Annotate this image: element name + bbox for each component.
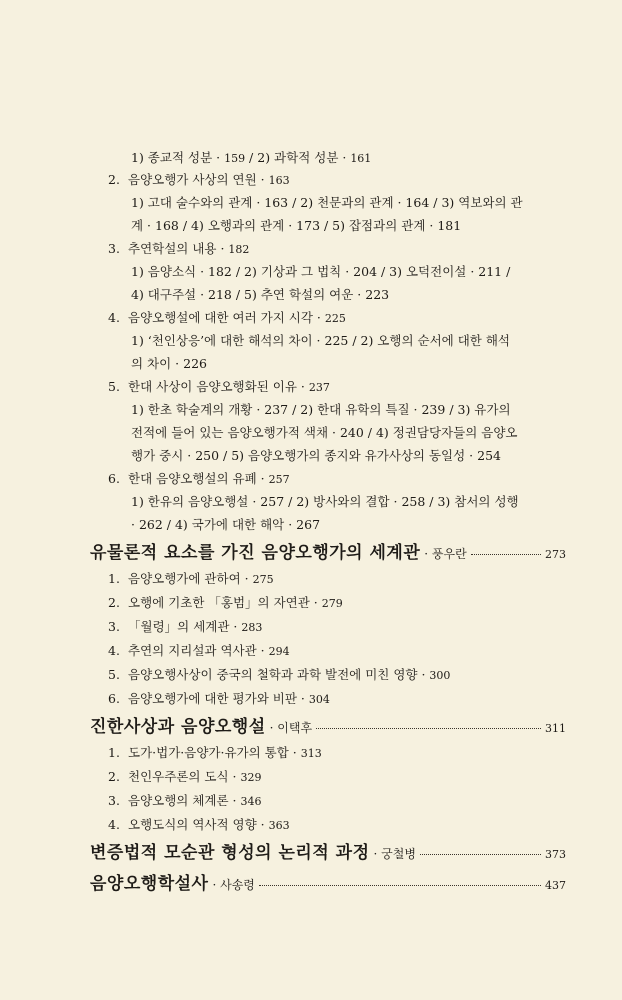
toc-subline: 1) 한유의 음양오행설 · 257 / 2) 방사와의 결합 · 258 / 3) 참서의 성행 bbox=[131, 494, 519, 509]
dot-leader bbox=[471, 554, 541, 555]
dot-leader bbox=[259, 885, 541, 886]
toc-subline: 행가 중시 · 250 / 5) 음양오행가의 종지와 유가사상의 동일성 · 254 bbox=[131, 448, 501, 463]
toc-part[interactable]: 변증법적 모순관 형성의 논리적 과정 · 궁철병 373 bbox=[90, 843, 566, 863]
toc-subline: 계 · 168 / 4) 오행과의 관계 · 173 / 5) 잡점과의 관계 · 181 bbox=[131, 218, 462, 233]
toc-section: 3. 「월령」의 세계관 · 283 bbox=[108, 619, 263, 634]
toc-subline: 1) ‘천인상응’에 대한 해석의 차이 · 225 / 2) 오행의 순서에 대한 해석 bbox=[131, 333, 510, 348]
toc-section: 5. 음양오행사상이 중국의 철학과 과학 발전에 미친 영향 · 300 bbox=[108, 667, 451, 682]
toc-section: 2. 음양오행가 사상의 연원 · 163 bbox=[108, 172, 290, 187]
toc-section: 2. 오행에 기초한 「홍범」의 자연관 · 279 bbox=[108, 595, 343, 610]
toc-subline: 의 차이 · 226 bbox=[131, 356, 207, 371]
toc-subline: · 262 / 4) 국가에 대한 해악 · 267 bbox=[131, 517, 321, 532]
toc-section: 6. 음양오행가에 대한 평가와 비판 · 304 bbox=[108, 691, 330, 706]
toc-part[interactable]: 유물론적 요소를 가진 음양오행가의 세계관 · 풍우란 273 bbox=[90, 543, 566, 563]
toc-section: 4. 오행도식의 역사적 영향 · 363 bbox=[108, 817, 290, 832]
toc-subline: 1) 한초 학술계의 개황 · 237 / 2) 한대 유학의 특질 · 239 / 3) 유가의 bbox=[131, 402, 511, 417]
toc-section: 3. 음양오행의 체계론 · 346 bbox=[108, 793, 262, 808]
toc-section: 5. 한대 사상이 음양오행화된 이유 · 237 bbox=[108, 379, 330, 394]
toc-part[interactable]: 음양오행학설사 · 사송령 437 bbox=[90, 874, 566, 894]
toc-subline: 1) 고대 술수와의 관계 · 163 / 2) 천문과의 관계 · 164 / 3) 역보와의 관 bbox=[131, 195, 523, 210]
toc-section: 4. 음양오행설에 대한 여러 가지 시각 · 225 bbox=[108, 310, 346, 325]
toc-section: 3. 추연학설의 내용 · 182 bbox=[108, 241, 250, 256]
toc-section: 4. 추연의 지리설과 역사관 · 294 bbox=[108, 643, 290, 658]
toc-subline: 1) 음양소식 · 182 / 2) 기상과 그 법칙 · 204 / 3) 오덕전이설 · 211 / bbox=[131, 264, 511, 279]
toc-line: 1) 종교적 성분 · 159 / 2) 과학적 성분 · 161 bbox=[131, 150, 372, 165]
toc-section: 6. 한대 음양오행설의 유폐 · 257 bbox=[108, 471, 290, 486]
toc-section: 2. 천인우주론의 도식 · 329 bbox=[108, 769, 262, 784]
dot-leader bbox=[316, 728, 541, 729]
toc-subline: 4) 대구주설 · 218 / 5) 추연 학설의 여운 · 223 bbox=[131, 287, 390, 302]
dot-leader bbox=[420, 854, 541, 855]
toc-part[interactable]: 진한사상과 음양오행설 · 이택후 311 bbox=[90, 717, 566, 737]
toc-section: 1. 도가·법가·음양가·유가의 통합 · 313 bbox=[108, 745, 322, 760]
toc-section: 1. 음양오행가에 관하여 · 275 bbox=[108, 571, 274, 586]
toc-subline: 전적에 들어 있는 음양오행가적 색채 · 240 / 4) 정권담당자들의 음양오 bbox=[131, 425, 518, 440]
